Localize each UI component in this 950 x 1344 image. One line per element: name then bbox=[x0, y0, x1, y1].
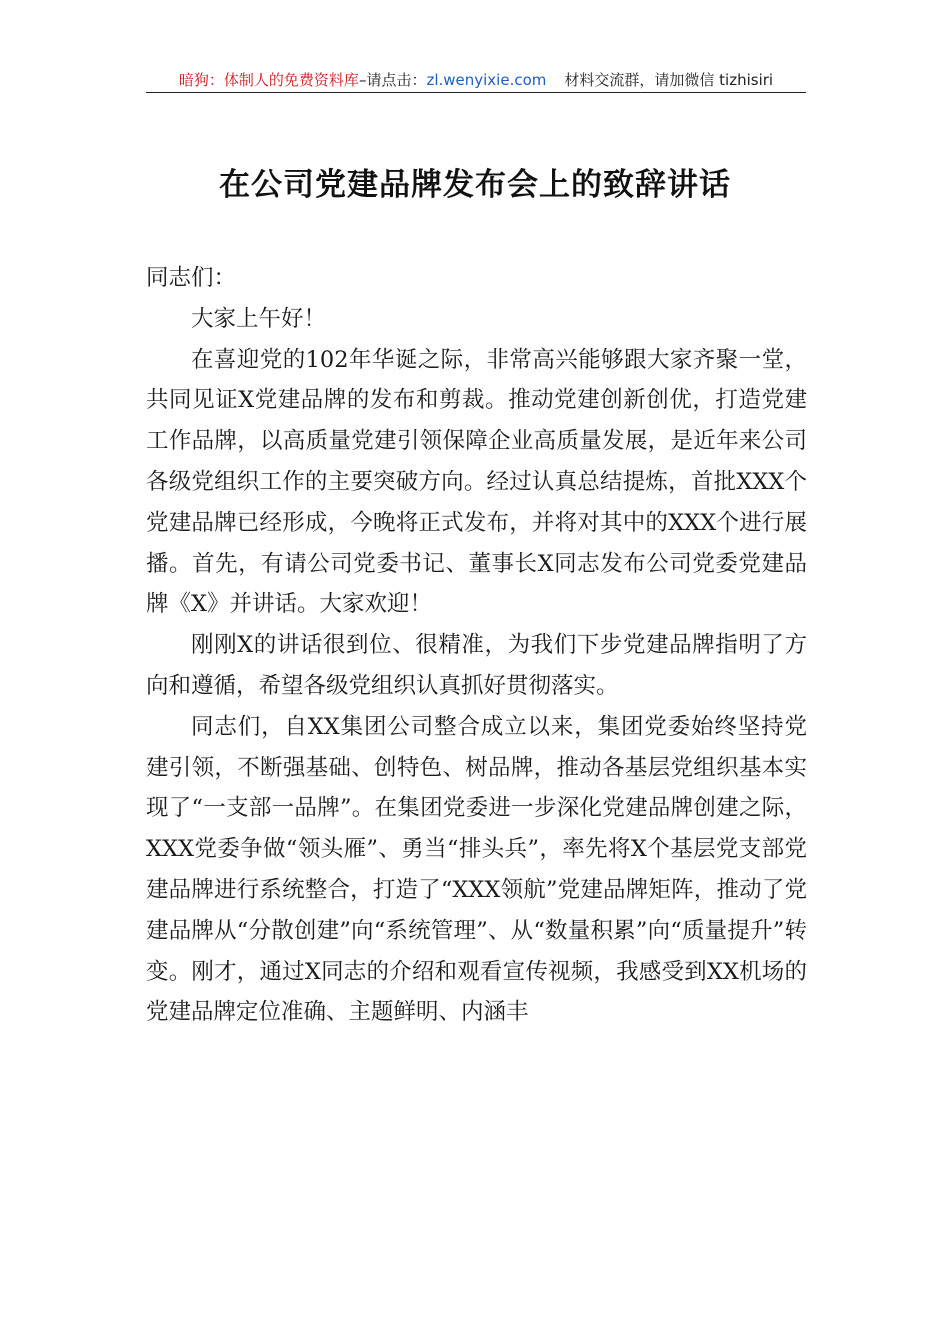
paragraph-opening: 在喜迎党的102年华诞之际，非常高兴能够跟大家齐聚一堂，共同见证X党建品牌的发布和剪裁。推动党建创新创优，打造党建工作品牌，以高质量党建引领保障企业高质量发展，是近年来公司各级党组织工作的主要突破方向。经过认真总结提炼，首批XXX个党建品牌已经形成，今晚将正式发布，并将对其中的XXX个进行展播。首先，有请公司党委书记、董事长X同志发布公司党委党建品牌《X》并讲话。大家欢迎！ bbox=[146, 346, 807, 618]
header-link[interactable]: zl.wenyixie.com bbox=[426, 71, 547, 89]
document-title: 在公司党建品牌发布会上的致辞讲话 bbox=[219, 167, 731, 203]
document-body bbox=[146, 258, 807, 1033]
header-click-prompt: –请点击： bbox=[358, 71, 427, 89]
page-header bbox=[146, 68, 806, 93]
paragraph-greeting: 大家上午好！ bbox=[191, 305, 327, 332]
paragraph-summary: 同志们，自XX集团公司整合成立以来，集团党委始终坚持党建引领，不断强基础、创特色、树品牌，推动各基层党组织基本实现了“一支部一品牌”。在集团党委进一步深化党建品牌创建之际，XXX党委争做“领头雁”、勇当“排头兵”，率先将X个基层党支部党建品牌进行系统整合，打造了“XXX领航”党建品牌矩阵，推动了党建品牌从“分散创建”向“系统管理”、从“数量积累”向“质量提升”转变。刚才，通过X同志的介绍和观看宣传视频，我感受到XX机场的党建品牌定位准确、主题鲜明、内涵丰 bbox=[146, 713, 807, 1026]
header-site-name: 暗狗：体制人的免费资料库 bbox=[178, 71, 359, 89]
salutation: 同志们： bbox=[146, 265, 237, 291]
header-wechat-note: 材料交流群，请加微信 tizhisiri bbox=[564, 71, 774, 89]
paragraph-response: 刚刚X的讲话很到位、很精准，为我们下步党建品牌指明了方向和遵循，希望各级党组织认真抓好贯彻落实。 bbox=[146, 632, 807, 699]
